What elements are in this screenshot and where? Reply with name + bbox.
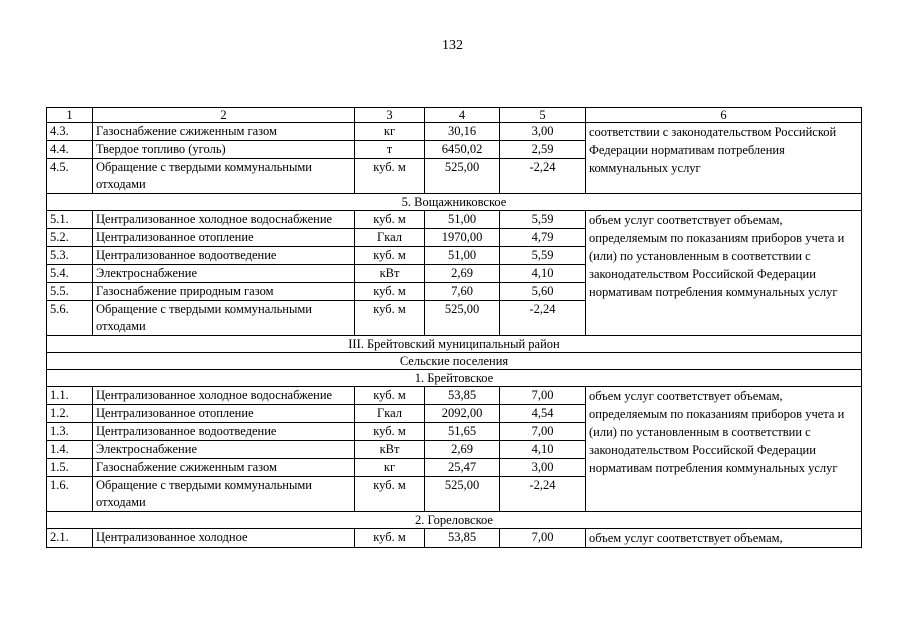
unit: Гкал bbox=[355, 405, 425, 423]
unit: куб. м bbox=[355, 211, 425, 229]
service-name: Централизованное холодное водоснабжение bbox=[93, 211, 355, 229]
value-col4: 2,69 bbox=[425, 441, 500, 459]
note: объем услуг соответствует объемам, определяемым по показаниям приборов учета и (или) по установленным в соответствии с законодательством Российской Федерации нормативам потребления коммунальных услуг bbox=[586, 387, 862, 512]
service-name: Газоснабжение сжиженным газом bbox=[93, 459, 355, 477]
value-col4: 525,00 bbox=[425, 159, 500, 194]
unit: куб. м bbox=[355, 387, 425, 405]
unit: кг bbox=[355, 459, 425, 477]
value-col5: 2,59 bbox=[500, 141, 586, 159]
value-col4: 2092,00 bbox=[425, 405, 500, 423]
service-name: Обращение с твердыми коммунальными отходами bbox=[93, 159, 355, 194]
unit: куб. м bbox=[355, 529, 425, 548]
value-col5: 3,00 bbox=[500, 123, 586, 141]
value-col4: 53,85 bbox=[425, 387, 500, 405]
value-col4: 1970,00 bbox=[425, 229, 500, 247]
service-name: Централизованное холодное водоснабжение bbox=[93, 387, 355, 405]
value-col5: 4,54 bbox=[500, 405, 586, 423]
value-col4: 51,00 bbox=[425, 247, 500, 265]
value-col5: 5,60 bbox=[500, 283, 586, 301]
service-name: Электроснабжение bbox=[93, 265, 355, 283]
service-name: Централизованное водоотведение bbox=[93, 247, 355, 265]
column-number: 5 bbox=[500, 108, 586, 123]
unit: Гкал bbox=[355, 229, 425, 247]
value-col5: 5,59 bbox=[500, 247, 586, 265]
service-name: Централизованное водоотведение bbox=[93, 423, 355, 441]
section-header-row bbox=[47, 353, 862, 370]
column-number: 2 bbox=[93, 108, 355, 123]
value-col5: 3,00 bbox=[500, 459, 586, 477]
section-header: Сельские поселения bbox=[47, 353, 862, 370]
table-row bbox=[47, 387, 862, 405]
value-col5: 7,00 bbox=[500, 529, 586, 548]
section-header: 2. Гореловское bbox=[47, 512, 862, 529]
service-name: Газоснабжение природным газом bbox=[93, 283, 355, 301]
row-number: 5.3. bbox=[47, 247, 93, 265]
row-number: 1.3. bbox=[47, 423, 93, 441]
value-col5: 4,10 bbox=[500, 265, 586, 283]
row-number: 1.1. bbox=[47, 387, 93, 405]
column-number: 4 bbox=[425, 108, 500, 123]
service-name: Централизованное отопление bbox=[93, 229, 355, 247]
value-col4: 30,16 bbox=[425, 123, 500, 141]
value-col5: -2,24 bbox=[500, 159, 586, 194]
section-header-row bbox=[47, 512, 862, 529]
column-number: 3 bbox=[355, 108, 425, 123]
value-col5: 7,00 bbox=[500, 423, 586, 441]
section-header: III. Брейтовский муниципальный район bbox=[47, 336, 862, 353]
value-col4: 525,00 bbox=[425, 477, 500, 512]
unit: куб. м bbox=[355, 159, 425, 194]
unit: куб. м bbox=[355, 423, 425, 441]
table-row bbox=[47, 211, 862, 229]
service-name: Обращение с твердыми коммунальными отходами bbox=[93, 301, 355, 336]
unit: кг bbox=[355, 123, 425, 141]
row-number: 2.1. bbox=[47, 529, 93, 548]
unit: куб. м bbox=[355, 283, 425, 301]
value-col5: 4,10 bbox=[500, 441, 586, 459]
row-number: 1.5. bbox=[47, 459, 93, 477]
column-number-row bbox=[47, 108, 862, 123]
value-col4: 6450,02 bbox=[425, 141, 500, 159]
section-header-row bbox=[47, 370, 862, 387]
row-number: 4.4. bbox=[47, 141, 93, 159]
note: соответствии с законодательством Российской Федерации нормативам потребления коммунальных услуг bbox=[586, 123, 862, 194]
page-number: 132 bbox=[442, 38, 463, 53]
unit: куб. м bbox=[355, 301, 425, 336]
service-name: Газоснабжение сжиженным газом bbox=[93, 123, 355, 141]
table-row bbox=[47, 123, 862, 141]
service-name: Обращение с твердыми коммунальными отходами bbox=[93, 477, 355, 512]
unit: т bbox=[355, 141, 425, 159]
tariff-table bbox=[46, 107, 862, 548]
row-number: 4.3. bbox=[47, 123, 93, 141]
row-number: 5.2. bbox=[47, 229, 93, 247]
value-col4: 51,00 bbox=[425, 211, 500, 229]
row-number: 1.4. bbox=[47, 441, 93, 459]
value-col4: 53,85 bbox=[425, 529, 500, 548]
value-col5: -2,24 bbox=[500, 301, 586, 336]
value-col5: 4,79 bbox=[500, 229, 586, 247]
column-number: 6 bbox=[586, 108, 862, 123]
value-col4: 7,60 bbox=[425, 283, 500, 301]
value-col4: 51,65 bbox=[425, 423, 500, 441]
row-number: 5.1. bbox=[47, 211, 93, 229]
column-number: 1 bbox=[47, 108, 93, 123]
row-number: 5.6. bbox=[47, 301, 93, 336]
section-header-row bbox=[47, 336, 862, 353]
table-row bbox=[47, 529, 862, 548]
value-col5: 7,00 bbox=[500, 387, 586, 405]
value-col5: -2,24 bbox=[500, 477, 586, 512]
row-number: 5.5. bbox=[47, 283, 93, 301]
service-name: Централизованное отопление bbox=[93, 405, 355, 423]
unit: куб. м bbox=[355, 477, 425, 512]
value-col4: 525,00 bbox=[425, 301, 500, 336]
row-number: 5.4. bbox=[47, 265, 93, 283]
row-number: 1.2. bbox=[47, 405, 93, 423]
unit: кВт bbox=[355, 265, 425, 283]
value-col5: 5,59 bbox=[500, 211, 586, 229]
section-header: 1. Брейтовское bbox=[47, 370, 862, 387]
service-name: Твердое топливо (уголь) bbox=[93, 141, 355, 159]
service-name: Централизованное холодное bbox=[93, 529, 355, 548]
value-col4: 25,47 bbox=[425, 459, 500, 477]
service-name: Электроснабжение bbox=[93, 441, 355, 459]
row-number: 1.6. bbox=[47, 477, 93, 512]
value-col4: 2,69 bbox=[425, 265, 500, 283]
section-header: 5. Вощажниковское bbox=[47, 194, 862, 211]
note: объем услуг соответствует объемам, bbox=[586, 529, 862, 548]
row-number: 4.5. bbox=[47, 159, 93, 194]
note: объем услуг соответствует объемам, определяемым по показаниям приборов учета и (или) по установленным в соответствии с законодательством Российской Федерации нормативам потребления коммунальных услуг bbox=[586, 211, 862, 336]
unit: кВт bbox=[355, 441, 425, 459]
section-header-row bbox=[47, 194, 862, 211]
unit: куб. м bbox=[355, 247, 425, 265]
